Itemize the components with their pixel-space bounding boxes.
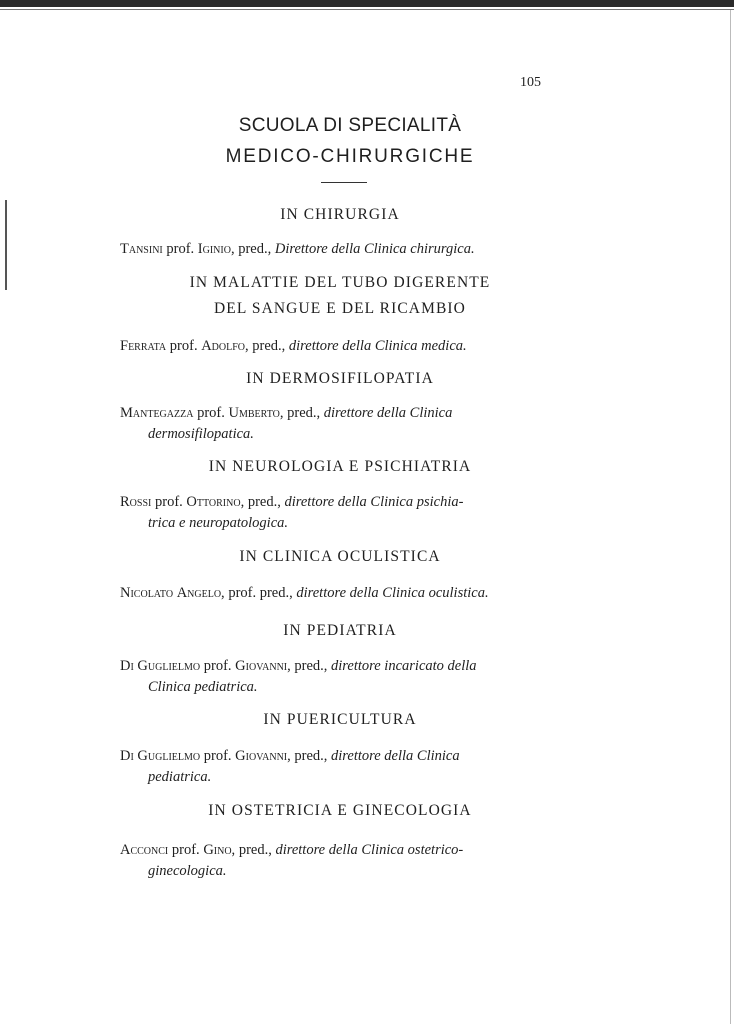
section-entry [120,583,560,604]
section-entry [120,746,560,788]
surname: Di Guglielmo [120,658,201,674]
section-heading: IN DERMOSIFILOPATIA [246,370,434,387]
title-prof: prof. [171,842,200,858]
section-heading: IN CLINICA OCULISTICA [239,548,441,565]
page-edge [730,10,731,1024]
first-name: Giovanni, [235,748,291,764]
role-continued: dermosifilopatica. [148,426,254,442]
surname: Mantegazza [120,405,194,421]
title-divider [321,182,367,183]
first-name: Gino, [203,842,236,858]
section-heading: IN CHIRURGIA [280,206,400,223]
first-name: Adolfo, [201,338,249,354]
title-prof: prof. [169,338,198,354]
surname: Di Guglielmo [120,748,201,764]
role-continued: Clinica pediatrica. [148,679,258,695]
pred: pred., [238,842,272,858]
pred: pred., [287,405,321,421]
section-heading: IN OSTETRICIA E GINECOLOGIA [208,802,472,819]
section-entry [120,492,560,534]
section-entry [120,656,560,698]
title-prof: prof. [197,405,225,421]
surname: Nicolato [120,585,174,601]
role: direttore della Clinica ostetrico- [275,842,464,858]
role: direttore incaricato della [331,658,477,674]
pred: pred., [294,748,328,764]
surname: Acconci [120,842,169,858]
page-subtitle: MEDICO-CHIRURGICHE [225,146,475,167]
pred: prof. pred., [228,585,293,601]
role-continued: ginecologica. [148,863,227,879]
first-name: Umberto, [228,405,284,421]
section-heading: IN PEDIATRIA [283,622,397,639]
role-continued: trica e neuropatologica. [148,515,289,531]
title-prof: prof. [203,658,232,674]
pred: pred., [247,494,281,510]
first-name: Giovanni, [235,658,291,674]
section-heading: IN PUERICULTURA [263,711,417,728]
pred: pred., [238,241,272,257]
pred: pred., [294,658,328,674]
role: direttore della Clinica oculistica. [296,585,489,601]
pred: pred., [252,338,286,354]
title-prof: prof. [166,241,195,257]
top-border [0,0,734,7]
surname: Tansini [120,241,163,257]
first-name: Angelo, [176,585,225,601]
first-name: Iginio, [197,241,235,257]
section-entry [120,239,560,260]
page-number: 105 [520,75,541,90]
section-entry [120,840,560,882]
role-continued: pediatrica. [148,769,212,785]
role: direttore della Clinica [331,748,460,764]
top-border-thin [0,9,734,10]
surname: Rossi [120,494,152,510]
section-heading: IN MALATTIE DEL TUBO DIGERENTE [189,274,491,291]
section-heading: IN NEUROLOGIA E PSICHIATRIA [208,458,472,475]
section-entry [120,336,560,357]
role: direttore della Clinica psichia- [284,494,464,510]
section-heading-line2: DEL SANGUE E DEL RICAMBIO [214,300,466,317]
role: Direttore della Clinica chirurgica. [274,241,475,257]
role: direttore della Clinica medica. [288,338,467,354]
page-title: SCUOLA DI SPECIALITÀ [238,115,462,136]
surname: Ferrata [120,338,167,354]
title-prof: prof. [203,748,232,764]
title-prof: prof. [154,494,183,510]
section-entry [120,403,560,445]
role: direttore della Clinica [323,405,453,421]
first-name: Ottorino, [186,494,245,510]
